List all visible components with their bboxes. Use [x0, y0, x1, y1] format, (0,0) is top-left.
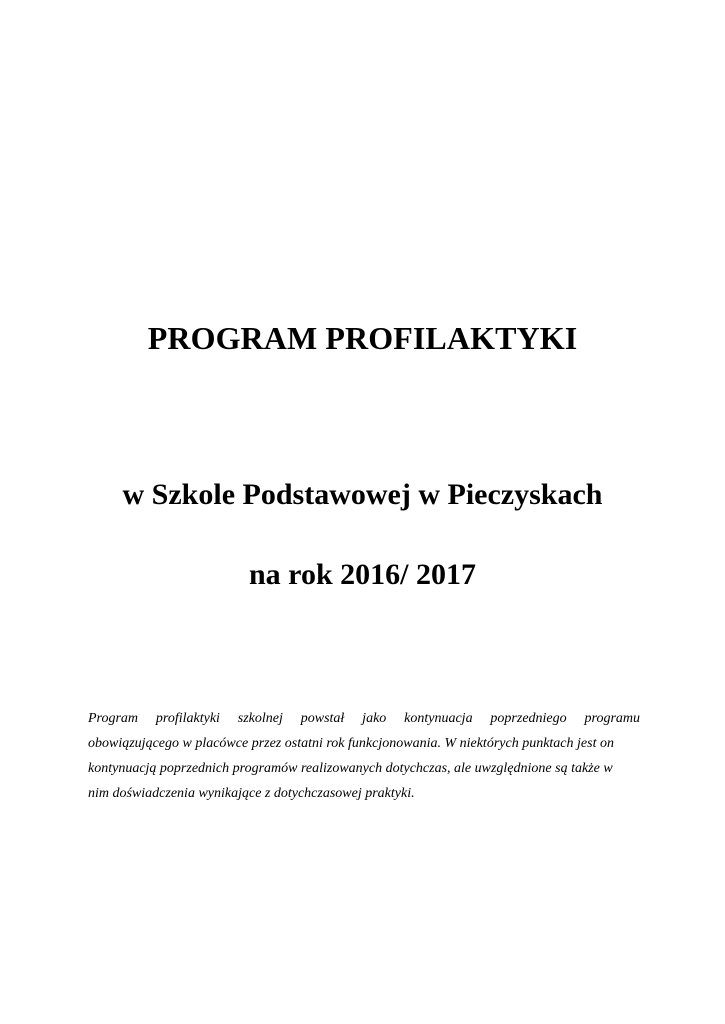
intro-line: nim doświadczenia wynikające z dotychczasowej praktyki. — [88, 786, 415, 801]
document-title: PROGRAM PROFILAKTYKI — [147, 320, 578, 356]
intro-line: Program profilaktyki szkolnej powstał jako kontynuacja poprzedniego programu — [88, 711, 640, 726]
school-name: w Szkole Podstawowej w Pieczyskach — [122, 478, 603, 511]
intro-paragraph — [88, 706, 640, 806]
intro-line: obowiązującego w placówce przez ostatni rok funkcjonowania. W niektórych punktach jest on — [88, 736, 614, 751]
intro-line: kontynuacją poprzednich programów realizowanych dotychczas, ale uwzględnione są także w — [88, 761, 613, 776]
school-year: na rok 2016/ 2017 — [249, 558, 476, 591]
